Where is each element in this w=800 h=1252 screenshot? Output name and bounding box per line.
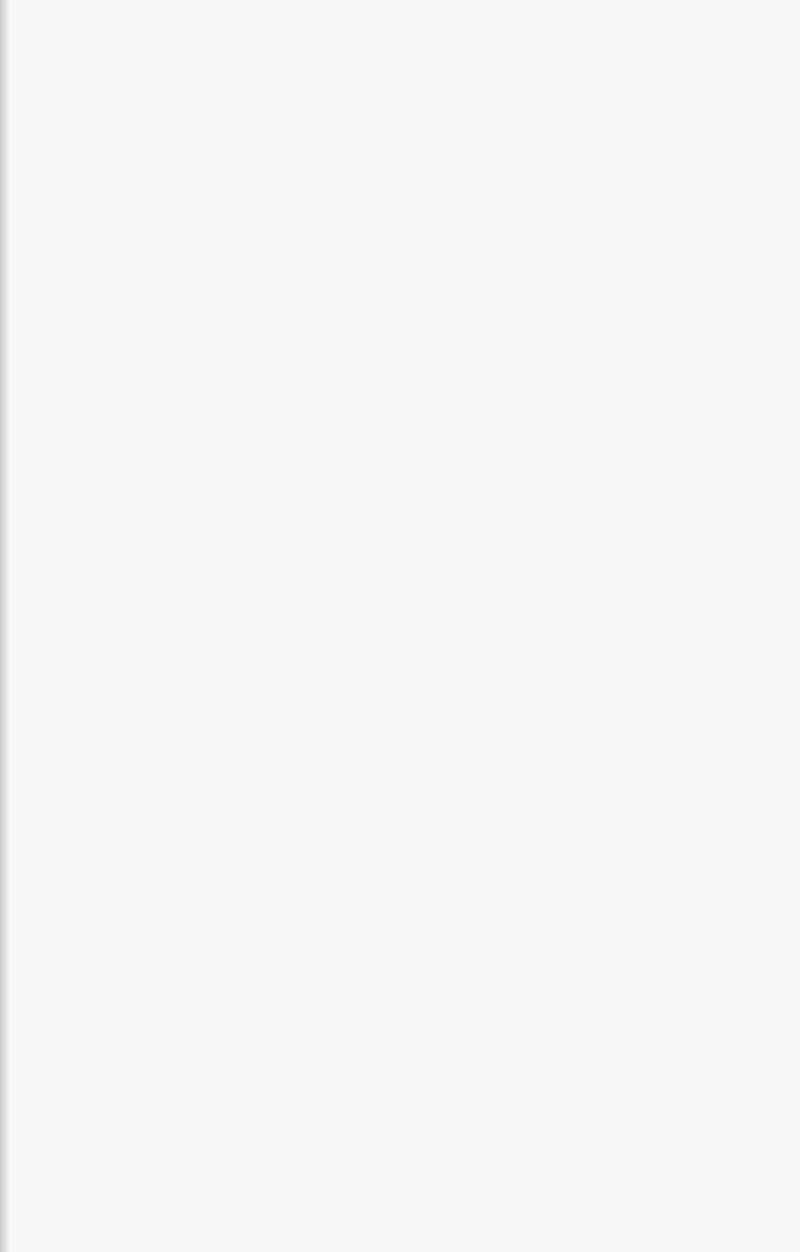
page-footer <box>140 1180 740 1210</box>
page-edge-shadow <box>0 0 10 1252</box>
running-header <box>56 48 750 84</box>
